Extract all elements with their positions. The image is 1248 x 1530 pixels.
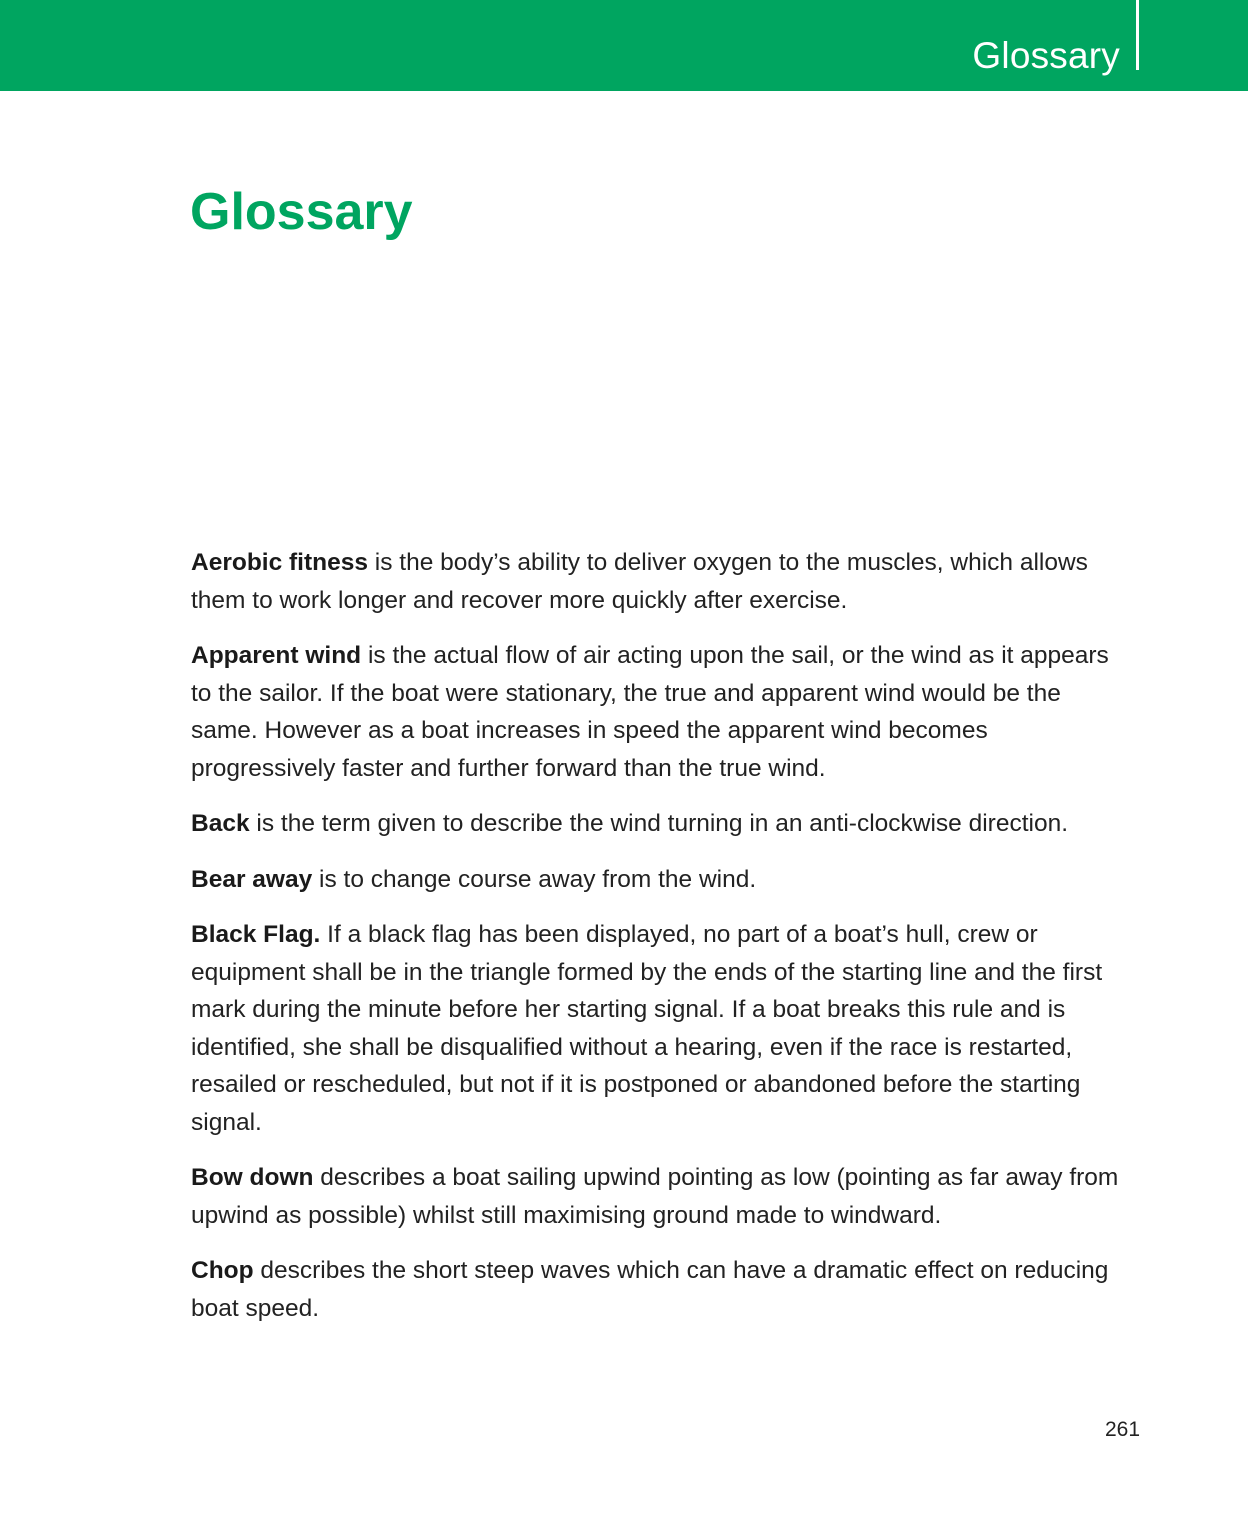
glossary-definition: is the body’s ability to deliver oxygen to the muscles, which allows them to work longer and recover more quickly after exercise. [191, 549, 1088, 614]
page-title: Glossary [190, 183, 413, 241]
glossary-definition: is the term given to describe the wind turning in an anti-clockwise direction. [249, 810, 1069, 837]
glossary-definition: If a black flag has been displayed, no part of a boat’s hull, crew or equipment shall be in the triangle formed by the ends of the starting line and the first mark during the minute before her starting signal. If a boat breaks this rule and is identified, she shall be disqualified without a hearing, even if the race is restarted, resailed or rescheduled, but not if it is postponed or abandoned before the starting signal. [191, 921, 1103, 1136]
glossary-entry [191, 916, 1126, 1141]
glossary-term: Bear away [191, 865, 313, 893]
glossary-term: Apparent wind [191, 642, 362, 669]
glossary-entry [191, 861, 1126, 899]
glossary-definition: is the actual flow of air acting upon the sail, or the wind as it appears to the sailor. If the boat were stationary, the true and apparent wind would be the same. However as a boat increases in speed the apparent wind becomes progressively faster and further forward than the true wind. [191, 642, 1109, 782]
glossary-definition: is to change course away from the wind. [312, 865, 757, 893]
glossary-term: Black Flag. [191, 921, 321, 948]
running-head: Glossary [972, 35, 1120, 76]
glossary-term: Chop [191, 1257, 254, 1284]
page-number: 261 [1105, 1418, 1141, 1441]
glossary-term: Bow down [191, 1164, 314, 1191]
glossary-entry [191, 544, 1126, 619]
glossary-definition: describes the short steep waves which can have a dramatic effect on reducing boat speed. [191, 1257, 1109, 1322]
glossary-entry [191, 1252, 1126, 1327]
glossary-entry [191, 805, 1126, 843]
glossary-entry [191, 1159, 1126, 1234]
glossary-entry [191, 637, 1126, 787]
glossary-term: Aerobic fitness [191, 549, 368, 576]
glossary-term: Back [191, 810, 250, 837]
glossary-entries [191, 544, 1126, 1345]
glossary-definition: describes a boat sailing upwind pointing as low (pointing as far away from upwind as possible) whilst still maximising ground made to windward. [191, 1164, 1119, 1229]
header-divider [1136, 0, 1139, 70]
header-band [0, 0, 1248, 91]
